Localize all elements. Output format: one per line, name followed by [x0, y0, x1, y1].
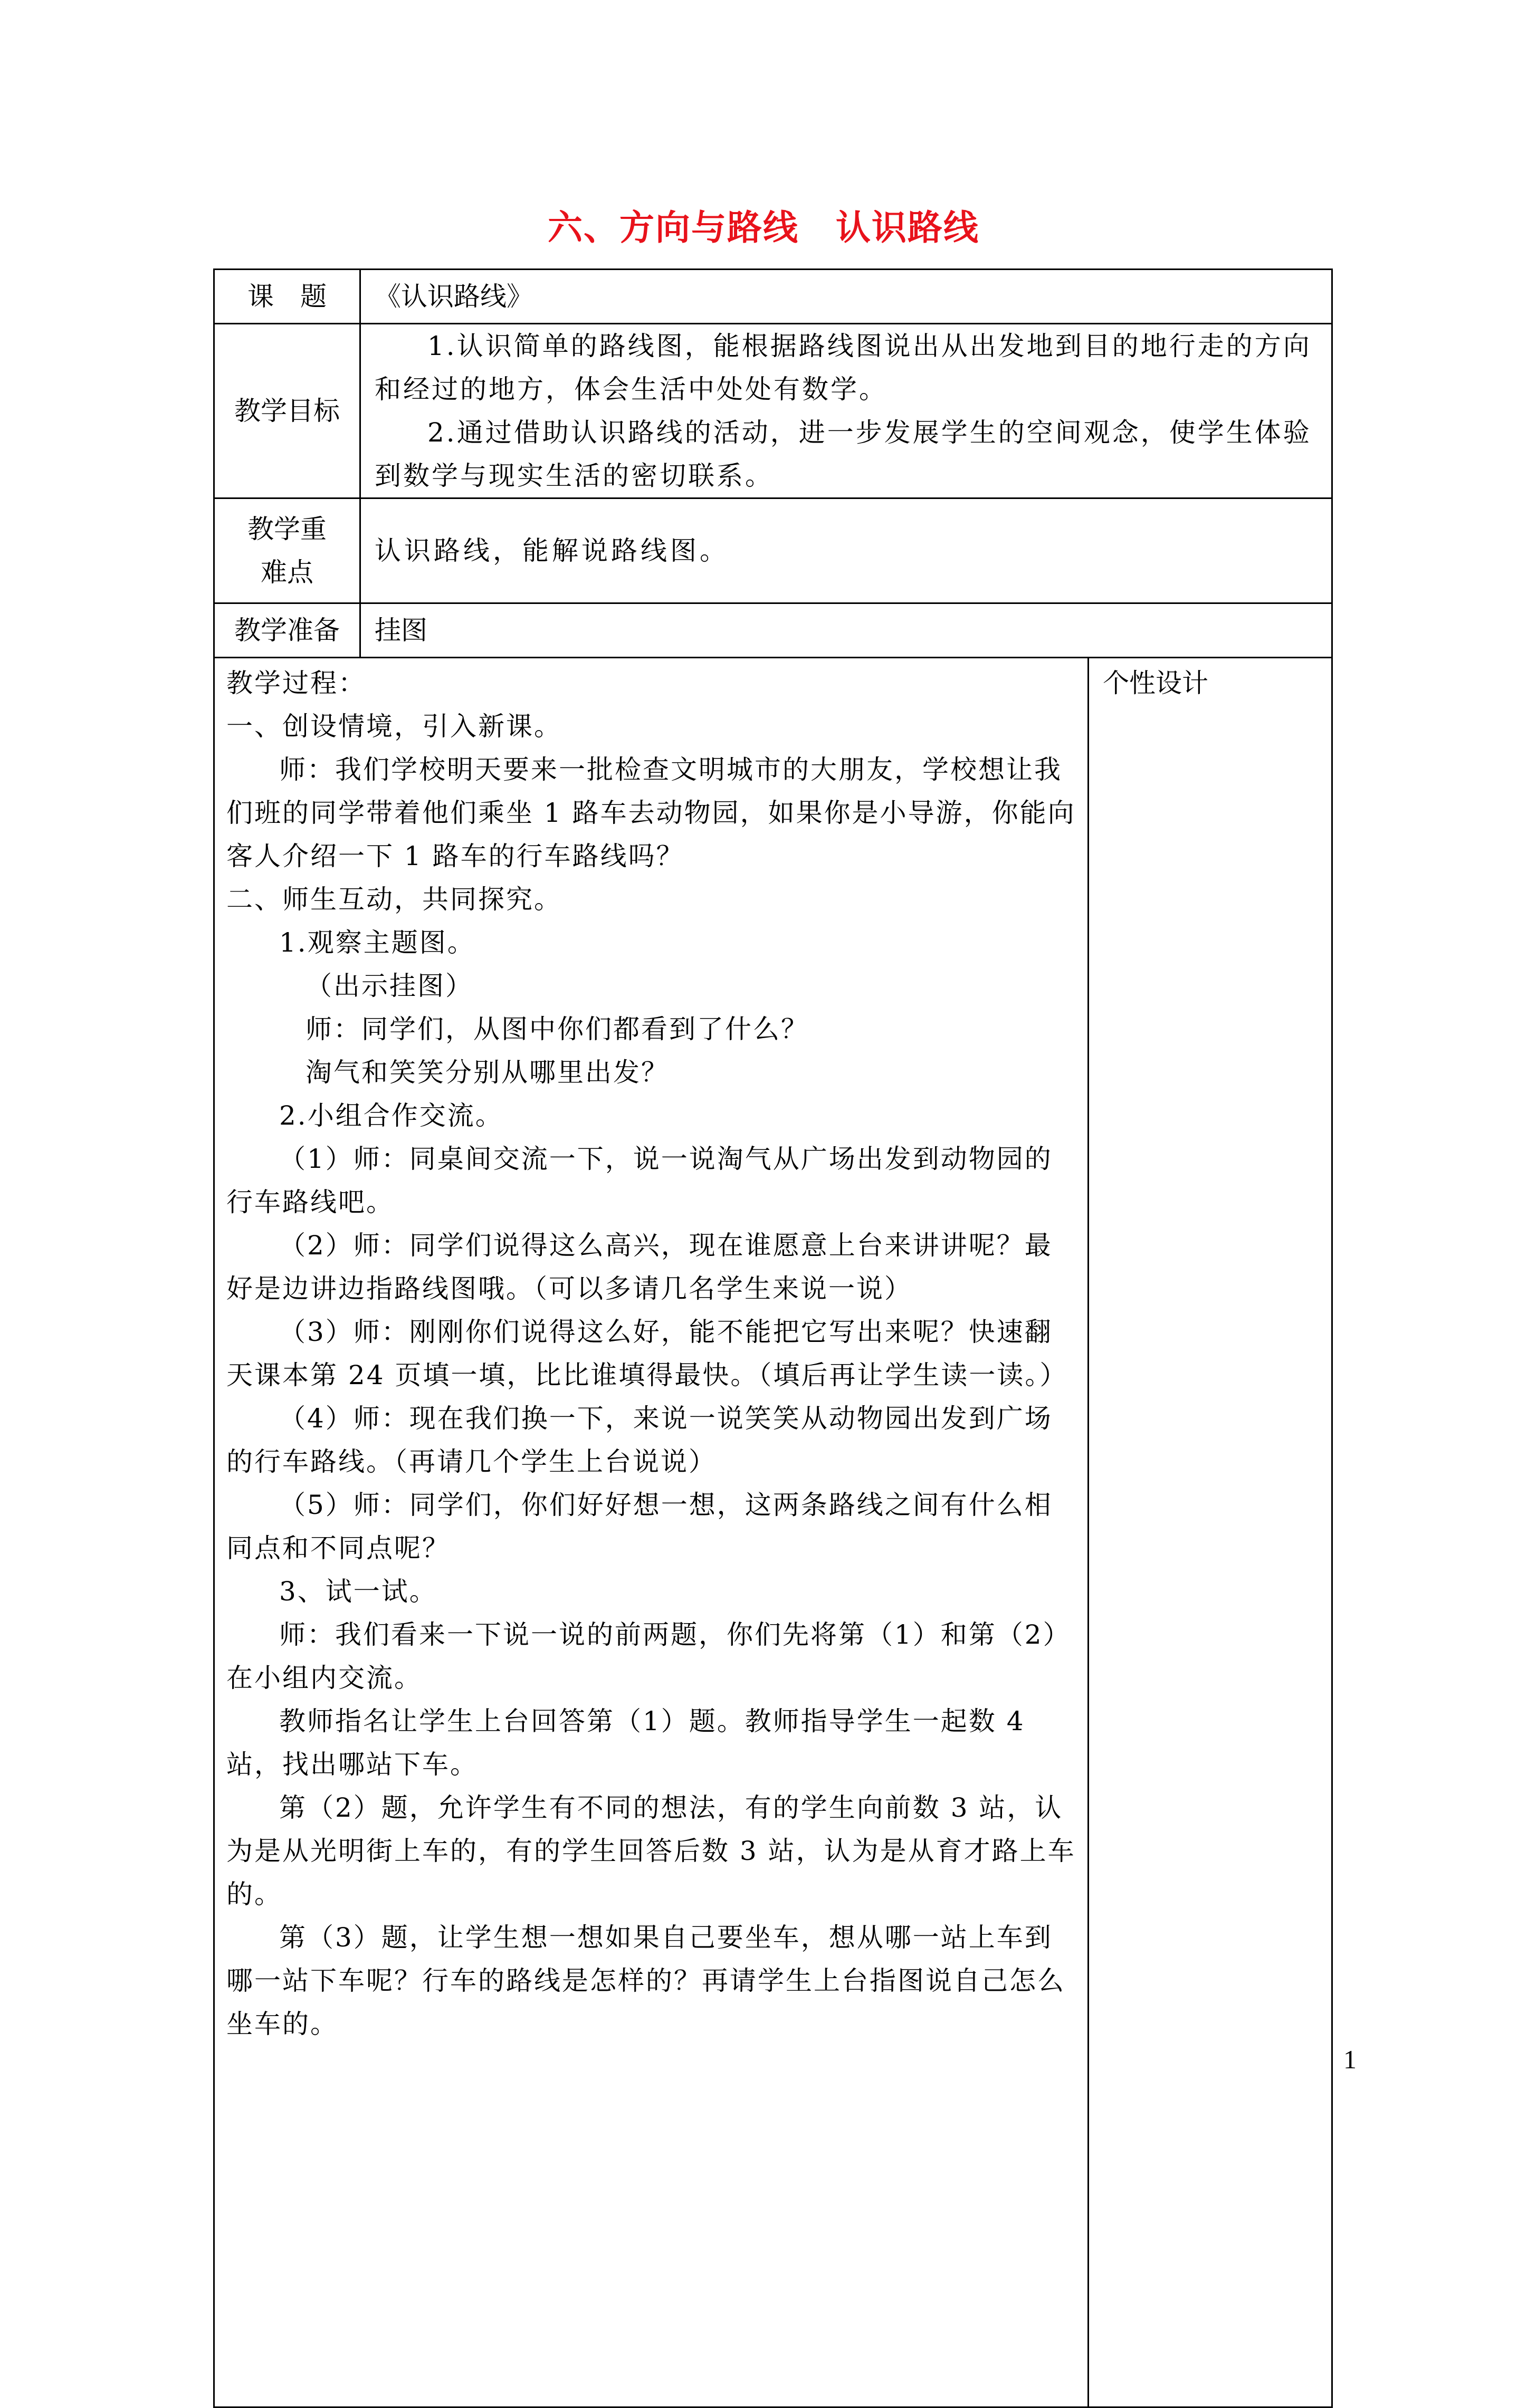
topic-label: 课 题 — [214, 270, 360, 324]
process-line: 二、师生互动，共同探究。 — [226, 884, 562, 915]
page-number: 1 — [1343, 2045, 1357, 2074]
process-line: 一、创设情境，引入新课。 — [226, 711, 562, 742]
goals-row — [214, 324, 1332, 498]
process-line: 3、试一试。 — [279, 1576, 437, 1607]
process-content — [214, 658, 1089, 2407]
topic-row — [214, 270, 1332, 324]
process-header: 教学过程： — [226, 668, 366, 698]
process-line: 第（3）题，让学生想一想如果自己要坐车，想从哪一站上车到哪一站下车呢？行车的路线是怎样的？再请学生上台指图说自己怎么坐车的。 — [226, 1922, 1065, 2039]
goal-item: 2.通过借助认识路线的活动，进一步发展学生的空间观念，使学生体验到数学与现实生活的密切联系。 — [375, 417, 1312, 491]
process-line: （3）师：刚刚你们说得这么好，能不能把它写出来呢？快速翻天课本第 24 页填一填，比比谁填得最快。（填后再让学生读一读。） — [226, 1317, 1068, 1390]
process-line: 师：我们看来一下说一说的前两题，你们先将第（1）和第（2）在小组内交流。 — [226, 1619, 1071, 1693]
key-points-value: 认识路线，能解说路线图。 — [360, 498, 1332, 603]
process-line: 师：同学们，从图中你们都看到了什么？ — [306, 1014, 809, 1044]
lesson-plan-table — [213, 268, 1333, 2408]
process-line: （出示挂图） — [306, 971, 473, 1001]
process-line: 第（2）题，允许学生有不同的想法，有的学生向前数 3 站，认为是从光明街上车的，有的学生回答后数 3 站，认为是从育才路上车的。 — [226, 1792, 1076, 1910]
prep-label: 教学准备 — [214, 603, 360, 658]
process-line: 教师指名让学生上台回答第（1）题。教师指导学生一起数 4 站，找出哪站下车。 — [226, 1706, 1025, 1780]
process-line: 淘气和笑笑分别从哪里出发？ — [306, 1057, 669, 1088]
process-line: （5）师：同学们，你们好好想一想，这两条路线之间有什么相同点和不同点呢？ — [226, 1490, 1053, 1563]
title-part-2: 认识路线 — [836, 207, 979, 248]
document-title — [0, 199, 1527, 250]
process-line: 师：我们学校明天要来一批检查文明城市的大朋友，学校想让我们班的同学带着他们乘坐 1 路车去动物园，如果你是小导游，你能向客人介绍一下 1 路车的行车路线吗？ — [226, 754, 1076, 871]
personal-design-cell — [1089, 658, 1332, 2407]
goal-item: 1.认识简单的路线图，能根据路线图说出从出发地到目的地行走的方向和经过的地方，体会生活中处处有数学。 — [375, 331, 1312, 405]
prep-value: 挂图 — [360, 603, 1332, 658]
process-row — [214, 658, 1332, 2407]
process-line: 2.小组合作交流。 — [279, 1100, 503, 1131]
process-line: （4）师：现在我们换一下，来说一说笑笑从动物园出发到广场的行车路线。（再请几个学生上台说说） — [226, 1403, 1053, 1477]
key-points-label: 教学重难点 — [214, 498, 360, 603]
process-line: （2）师：同学们说得这么高兴，现在谁愿意上台来讲讲呢？最好是边讲边指路线图哦。（可以多请几名学生来说一说） — [226, 1230, 1053, 1304]
process-line: 1.观察主题图。 — [279, 927, 475, 958]
key-points-row — [214, 498, 1332, 603]
goals-content — [360, 324, 1332, 498]
title-part-1: 六、方向与路线 — [548, 207, 799, 248]
goals-label: 教学目标 — [214, 324, 360, 498]
process-line: （1）师：同桌间交流一下，说一说淘气从广场出发到动物园的行车路线吧。 — [226, 1144, 1053, 1217]
topic-value: 《认识路线》 — [360, 270, 1332, 324]
prep-row — [214, 603, 1332, 658]
personal-design-label: 个性设计 — [1103, 668, 1208, 698]
